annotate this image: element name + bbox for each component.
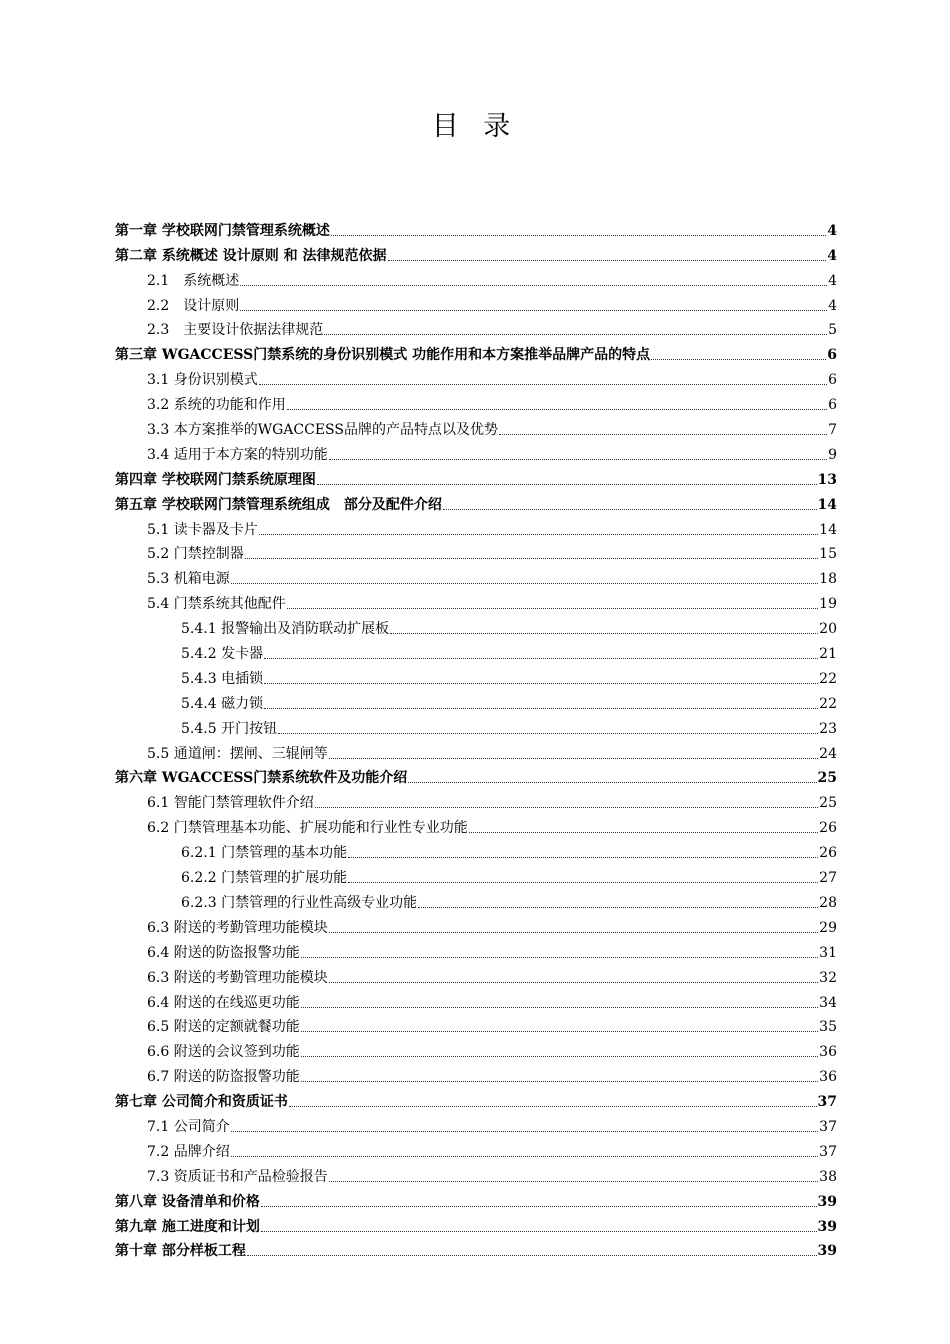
toc-entry-label: 6.7 附送的防盗报警功能	[147, 1069, 300, 1086]
toc-entry[interactable]	[115, 1060, 837, 1085]
toc-entry-label: 6.5 附送的定额就餐功能	[147, 1019, 300, 1036]
toc-entry-page-number: 21	[819, 646, 837, 663]
toc-entry-label: 5.4.4 磁力锁	[181, 695, 264, 712]
toc-leader-dots	[329, 932, 818, 933]
toc-entry-page-number: 20	[819, 621, 837, 638]
toc-leader-dots	[231, 583, 818, 584]
toc-entry-label: 第二章 系统概述 设计原则 和 法律规范依据	[115, 247, 387, 264]
toc-entry[interactable]	[115, 488, 837, 513]
toc-entry-label: 7.3 资质证书和产品检验报告	[147, 1168, 328, 1185]
toc-entry-page-number: 4	[827, 222, 837, 239]
toc-entry[interactable]	[115, 886, 837, 911]
toc-leader-dots	[301, 1007, 818, 1008]
toc-entry-page-number: 14	[819, 521, 837, 538]
toc-entry-page-number: 6	[827, 347, 837, 364]
toc-leader-dots	[240, 285, 827, 286]
toc-entry[interactable]	[115, 1235, 837, 1260]
toc-entry-page-number: 24	[819, 745, 837, 762]
toc-entry-page-number: 38	[819, 1168, 837, 1185]
toc-entry-label: 第四章 学校联网门禁系统原理图	[115, 471, 316, 488]
toc-entry-label: 6.1 智能门禁管理软件介绍	[147, 795, 314, 812]
toc-entry[interactable]	[115, 836, 837, 861]
toc-entry-label: 5.4 门禁系统其他配件	[147, 596, 286, 613]
toc-leader-dots	[348, 857, 818, 858]
toc-entry-label: 6.2 门禁管理基本功能、扩展功能和行业性专业功能	[147, 820, 468, 837]
toc-entry-page-number: 23	[819, 720, 837, 737]
toc-entry[interactable]	[115, 438, 837, 463]
toc-entry[interactable]	[115, 338, 837, 363]
toc-entry-label: 2.3 主要设计依据法律规范	[147, 322, 324, 339]
toc-entry[interactable]	[115, 861, 837, 886]
toc-entry-label: 5.1 读卡器及卡片	[147, 521, 258, 538]
toc-entry-page-number: 9	[828, 446, 837, 463]
toc-entry[interactable]	[115, 289, 837, 314]
toc-leader-dots	[317, 484, 817, 485]
toc-entry-page-number: 39	[817, 1243, 837, 1260]
toc-entry[interactable]	[115, 538, 837, 563]
toc-entry[interactable]	[115, 961, 837, 986]
toc-leader-dots	[651, 359, 826, 360]
toc-entry[interactable]	[115, 1210, 837, 1235]
toc-entry-page-number: 34	[819, 994, 837, 1011]
toc-entry-page-number: 18	[819, 571, 837, 588]
toc-entry-label: 第九章 施工进度和计划	[115, 1218, 260, 1235]
toc-leader-dots	[443, 509, 817, 510]
toc-entry-page-number: 37	[819, 1143, 837, 1160]
toc-leader-dots	[287, 608, 818, 609]
toc-entry-page-number: 28	[819, 894, 837, 911]
toc-entry-page-number: 27	[819, 870, 837, 887]
toc-entry[interactable]	[115, 662, 837, 687]
toc-entry-page-number: 39	[817, 1218, 837, 1235]
toc-entry-label: 第五章 学校联网门禁管理系统组成 部分及配件介绍	[115, 496, 442, 513]
toc-leader-dots	[231, 1156, 818, 1157]
page-title: 目 录	[431, 111, 519, 142]
toc-entry-page-number: 13	[817, 471, 837, 488]
toc-entry-page-number: 6	[828, 372, 837, 389]
toc-entry-label: 6.2.3 门禁管理的行业性高级专业功能	[181, 894, 418, 911]
toc-leader-dots	[348, 882, 818, 883]
toc-entry-label: 5.4.2 发卡器	[181, 646, 264, 663]
toc-entry-page-number: 25	[819, 795, 837, 812]
toc-leader-dots	[240, 310, 827, 311]
toc-entry-label: 第三章 WGACCESS门禁系统的身份识别模式 功能作用和本方案推举品牌产品的特点	[115, 347, 651, 364]
toc-entry-label: 第六章 WGACCESS门禁系统软件及功能介绍	[115, 770, 408, 787]
toc-entry-page-number: 39	[817, 1193, 837, 1210]
toc-entry-page-number: 19	[819, 596, 837, 613]
toc-entry[interactable]	[115, 1035, 837, 1060]
toc-leader-dots	[329, 982, 818, 983]
toc-entry[interactable]	[115, 687, 837, 712]
toc-leader-dots	[388, 260, 827, 261]
toc-entry-label: 6.3 附送的考勤管理功能模块	[147, 969, 328, 986]
toc-entry[interactable]	[115, 986, 837, 1011]
toc-entry[interactable]	[115, 737, 837, 762]
toc-entry-label: 5.4.3 电插锁	[181, 670, 264, 687]
toc-entry-page-number: 22	[819, 695, 837, 712]
toc-leader-dots	[331, 235, 826, 236]
toc-entry[interactable]	[115, 363, 837, 388]
toc-entry[interactable]	[115, 1135, 837, 1160]
toc-entry-label: 2.1 系统概述	[147, 272, 240, 289]
toc-leader-dots	[259, 534, 818, 535]
toc-leader-dots	[247, 1255, 817, 1256]
toc-entry-label: 5.4.1 报警输出及消防联动扩展板	[181, 621, 390, 638]
toc-entry-page-number: 26	[819, 820, 837, 837]
toc-entry-label: 6.4 附送的防盗报警功能	[147, 944, 300, 961]
toc-leader-dots	[329, 1181, 818, 1182]
toc-entry[interactable]	[115, 612, 837, 637]
toc-entry-label: 5.5 通道闸：摆闸、三辊闸等	[147, 745, 328, 762]
toc-leader-dots	[390, 633, 818, 634]
toc-leader-dots	[287, 409, 827, 410]
toc-leader-dots	[289, 1106, 817, 1107]
toc-leader-dots	[301, 1056, 818, 1057]
toc-entry[interactable]	[115, 1160, 837, 1185]
toc-entry[interactable]	[115, 762, 837, 787]
toc-entry-page-number: 35	[819, 1019, 837, 1036]
toc-entry[interactable]	[115, 388, 837, 413]
toc-entry-page-number: 25	[817, 770, 837, 787]
toc-entry[interactable]	[115, 786, 837, 811]
toc-leader-dots	[324, 334, 827, 335]
toc-entry[interactable]	[115, 1011, 837, 1036]
toc-entry[interactable]	[115, 239, 837, 264]
toc-entry[interactable]	[115, 1185, 837, 1210]
toc-leader-dots	[301, 1081, 818, 1082]
toc-leader-dots	[231, 1131, 818, 1132]
toc-leader-dots	[329, 758, 818, 759]
toc-entry-label: 6.6 附送的会议签到功能	[147, 1044, 300, 1061]
toc-leader-dots	[264, 708, 818, 709]
toc-entry[interactable]	[115, 413, 837, 438]
toc-entry-label: 3.4 适用于本方案的特别功能	[147, 446, 328, 463]
toc-entry-page-number: 5	[828, 322, 837, 339]
toc-entry-page-number: 14	[817, 496, 837, 513]
toc-entry[interactable]	[115, 264, 837, 289]
toc-entry-page-number: 6	[828, 397, 837, 414]
toc-leader-dots	[408, 782, 816, 783]
toc-leader-dots	[469, 832, 818, 833]
toc-leader-dots	[418, 907, 818, 908]
toc-entry[interactable]	[115, 637, 837, 662]
toc-entry[interactable]	[115, 1085, 837, 1110]
toc-entry[interactable]	[115, 587, 837, 612]
toc-entry[interactable]	[115, 314, 837, 339]
toc-entry-label: 6.3 附送的考勤管理功能模块	[147, 919, 328, 936]
toc-entry-page-number: 31	[819, 944, 837, 961]
table-of-contents	[115, 214, 837, 1259]
toc-entry-label: 5.3 机箱电源	[147, 571, 230, 588]
toc-entry-label: 2.2 设计原则	[147, 297, 240, 314]
toc-entry-label: 第一章 学校联网门禁管理系统概述	[115, 222, 330, 239]
toc-entry-page-number: 22	[819, 670, 837, 687]
toc-entry-page-number: 36	[819, 1044, 837, 1061]
toc-leader-dots	[301, 1031, 818, 1032]
toc-entry[interactable]	[115, 463, 837, 488]
toc-entry[interactable]	[115, 214, 837, 239]
toc-entry-page-number: 36	[819, 1069, 837, 1086]
toc-leader-dots	[261, 1231, 817, 1232]
toc-entry-label: 5.4.5 开门按钮	[181, 720, 278, 737]
toc-leader-dots	[329, 459, 827, 460]
toc-entry-label: 第七章 公司简介和资质证书	[115, 1094, 288, 1111]
toc-entry-page-number: 4	[828, 272, 837, 289]
toc-entry-label: 5.2 门禁控制器	[147, 546, 244, 563]
toc-leader-dots	[499, 434, 827, 435]
toc-leader-dots	[261, 1206, 817, 1207]
toc-leader-dots	[245, 558, 818, 559]
toc-entry[interactable]	[115, 712, 837, 737]
toc-entry-label: 3.1 身份识别模式	[147, 372, 258, 389]
toc-entry[interactable]	[115, 513, 837, 538]
toc-entry-page-number: 37	[819, 1118, 837, 1135]
toc-entry-label: 7.1 公司简介	[147, 1118, 230, 1135]
toc-entry[interactable]	[115, 562, 837, 587]
toc-entry-page-number: 26	[819, 845, 837, 862]
toc-entry-label: 第十章 部分样板工程	[115, 1243, 246, 1260]
toc-entry-label: 第八章 设备清单和价格	[115, 1193, 260, 1210]
toc-entry-label: 6.2.1 门禁管理的基本功能	[181, 845, 348, 862]
toc-entry-label: 6.4 附送的在线巡更功能	[147, 994, 300, 1011]
toc-entry-page-number: 15	[819, 546, 837, 563]
toc-entry-page-number: 4	[827, 247, 837, 264]
toc-entry-label: 3.2 系统的功能和作用	[147, 397, 286, 414]
toc-entry[interactable]	[115, 911, 837, 936]
toc-entry-page-number: 29	[819, 919, 837, 936]
toc-entry-page-number: 7	[828, 422, 837, 439]
toc-entry-label: 7.2 品牌介绍	[147, 1143, 230, 1160]
toc-entry-page-number: 37	[817, 1094, 837, 1111]
toc-entry-page-number: 4	[828, 297, 837, 314]
toc-entry[interactable]	[115, 1110, 837, 1135]
toc-entry-label: 6.2.2 门禁管理的扩展功能	[181, 870, 348, 887]
toc-entry-page-number: 32	[819, 969, 837, 986]
toc-leader-dots	[301, 957, 818, 958]
toc-leader-dots	[264, 658, 818, 659]
toc-leader-dots	[278, 733, 818, 734]
toc-leader-dots	[315, 807, 818, 808]
toc-entry[interactable]	[115, 811, 837, 836]
toc-entry[interactable]	[115, 936, 837, 961]
toc-leader-dots	[259, 384, 827, 385]
toc-entry-label: 3.3 本方案推举的WGACCESS品牌的产品特点以及优势	[147, 422, 498, 439]
toc-leader-dots	[264, 683, 818, 684]
